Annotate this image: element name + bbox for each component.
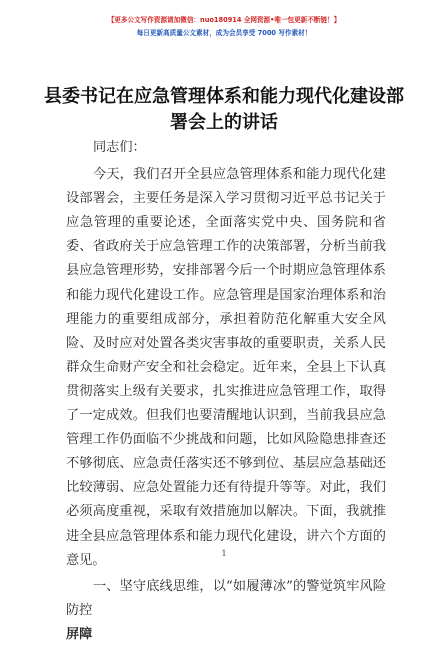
intro-paragraph: 今天，我们召开全县应急管理体系和能力现代化建设部署会，主要任务是深入学习贯彻习近平总书记关于应急管理的重要论述，全面落实党中央、国务院和省委、省政府关于应急管理工作的决策部署，分析当前我县应急管理形势，安排部署今后一个时期应急管理体系和能力现代化建设工作。应急管理是国家治理体系和治理能力的重要组成部分，承担着防范化解重大安全风险、及时应对处置各类灾害事故的重要职责，关系人民群众生命财产安全和社会稳定。近年来，全县上下认真贯彻落实上级有关要求，扎实推进应急管理工作，取得了一定成效。但我们也要清醒地认识到，当前我县应急管理工作仍面临不少挑战和问题，比如风险隐患排查还不够彻底、应急责任落实还不够到位、基层应急基础还比较薄弱、应急处置能力还有待提升等等。对此，我们必须高度重视，采取有效措施加以解决。下面，我就推进全县应急管理体系和能力现代化建设，讲六个方面的意见。 xyxy=(66,167,386,568)
section-heading-bold: 屏障 xyxy=(66,626,93,642)
page-number: 1 xyxy=(221,549,227,558)
promo-line-2: 每日更新高质量公文素材，成为会员享受 7000 写作素材！ xyxy=(136,29,312,37)
document-title: 县委书记在应急管理体系和能力现代化建设部署会上的讲话 xyxy=(44,86,404,133)
promo-banner xyxy=(0,15,448,38)
section-heading-1 xyxy=(66,575,386,647)
promo-line-1: 【更多公文写作资源请加微信：nuo180914 全网资源•唯一包更新不断链！】 xyxy=(107,16,341,24)
salutation: 同志们： xyxy=(93,140,146,155)
document-body xyxy=(66,136,386,647)
section-heading-text: 一、坚守底线思维，以“如履薄冰”的警觉筑牢风险防控 xyxy=(66,578,386,618)
